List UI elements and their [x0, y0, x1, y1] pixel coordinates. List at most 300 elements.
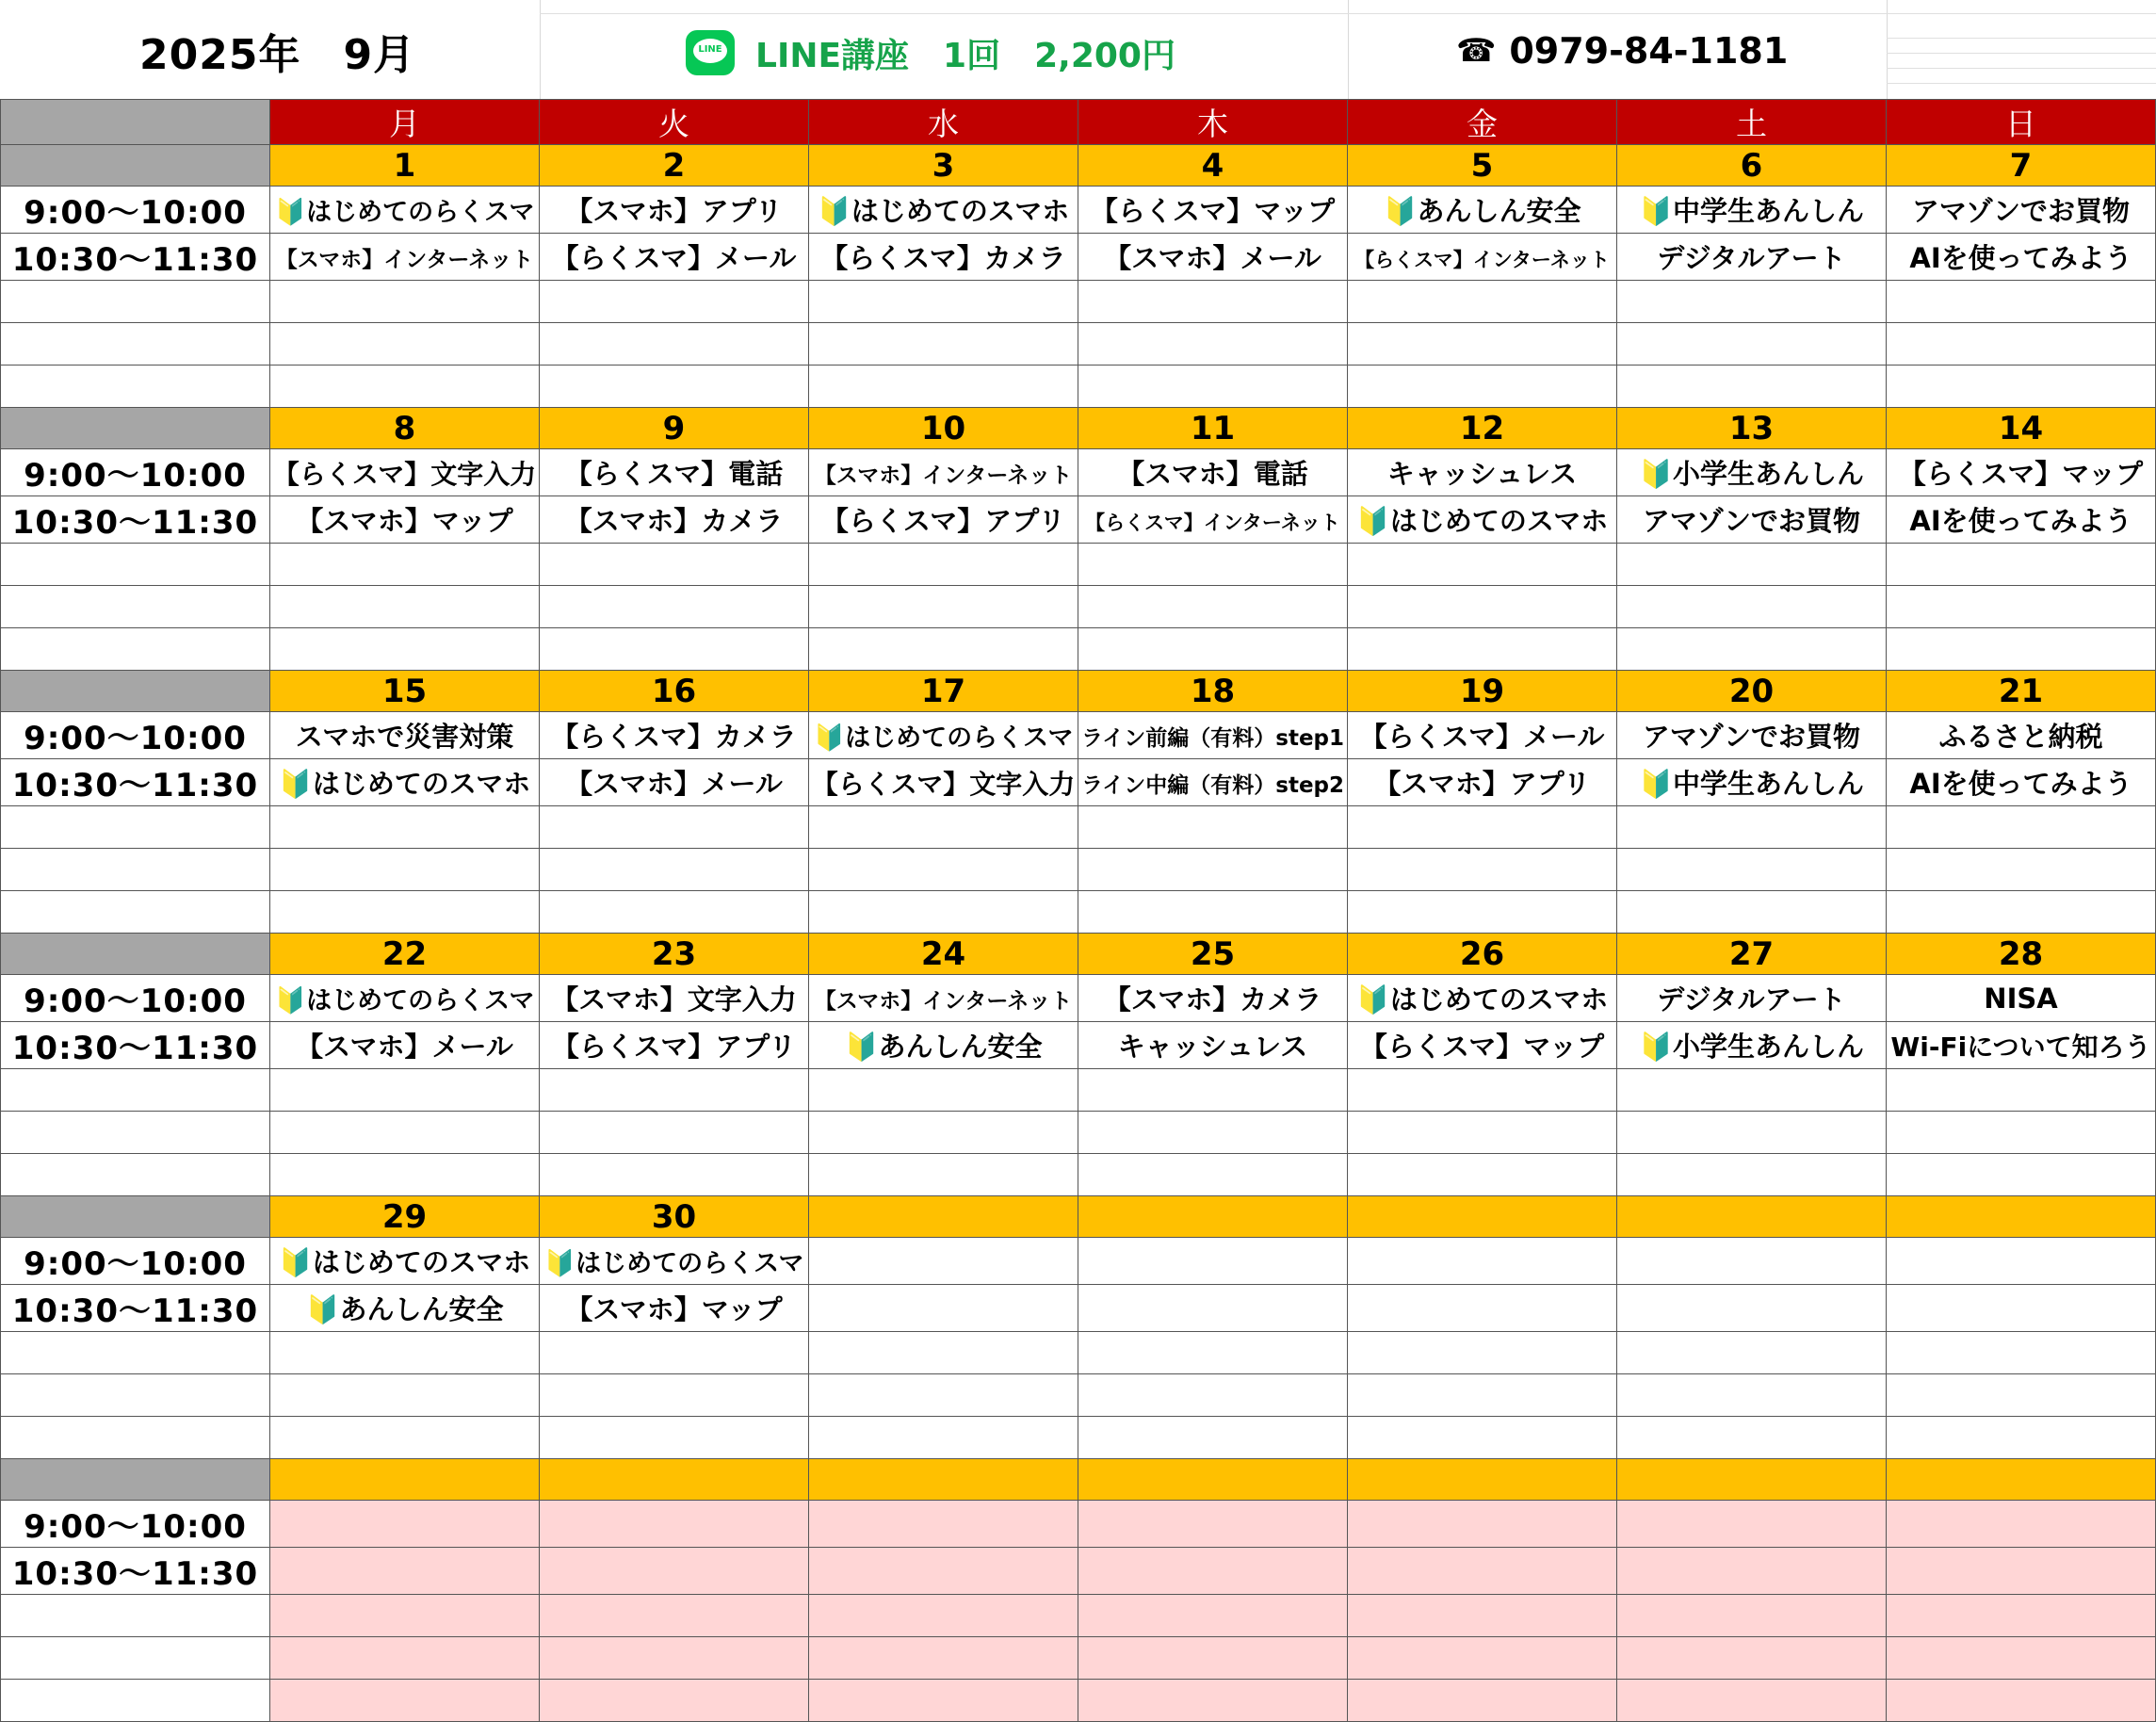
class-cell	[809, 759, 1078, 806]
class-title: 【らくスマ】電話	[564, 458, 784, 490]
class-title: Wi-Fiについて知ろう	[1890, 1031, 2151, 1063]
class-title: 🔰はじめてのらくスマ	[274, 986, 535, 1015]
week-date-row	[1, 1459, 2156, 1501]
week-date-row	[1, 408, 2156, 449]
date-number: 20	[1617, 671, 1887, 712]
empty-class-cell	[270, 1374, 540, 1417]
class-cell	[1348, 712, 1617, 759]
empty-class-cell	[1078, 628, 1348, 671]
empty-row	[1, 1154, 2156, 1196]
empty-class-cell	[1617, 586, 1887, 628]
empty-class-cell	[1887, 1374, 2156, 1417]
class-cell	[1078, 1548, 1348, 1595]
class-cell	[1348, 1238, 1617, 1285]
empty-class-cell	[1887, 806, 2156, 849]
class-title: アマゾンでお買物	[1911, 195, 2131, 227]
empty-class-cell	[1078, 544, 1348, 586]
empty-class-cell	[1348, 323, 1617, 366]
empty-class-cell	[540, 1680, 809, 1722]
empty-class-cell	[1078, 1332, 1348, 1374]
class-title: 🔰はじめてのらくスマ	[543, 1249, 804, 1278]
time-slot-row	[1, 496, 2156, 544]
week-label-cell	[1, 145, 270, 187]
empty-class-cell	[270, 849, 540, 891]
date-number: 30	[540, 1196, 809, 1238]
empty-time-cell	[1, 628, 270, 671]
class-title: 【らくスマ】アプリ	[551, 1031, 797, 1063]
empty-class-cell	[1617, 1374, 1887, 1417]
date-number	[1078, 1459, 1348, 1501]
weekday-name: 日	[1887, 100, 2156, 145]
date-number: 11	[1078, 408, 1348, 449]
empty-class-cell	[1078, 1154, 1348, 1196]
empty-row	[1, 1332, 2156, 1374]
grid-line	[1887, 68, 2156, 69]
empty-row	[1, 1112, 2156, 1154]
class-title: 【スマホ】マップ	[296, 505, 513, 537]
class-cell	[1617, 187, 1887, 234]
empty-class-cell	[1617, 366, 1887, 408]
class-cell	[809, 1285, 1078, 1332]
class-title: 【スマホ】メール	[296, 1031, 513, 1063]
empty-row	[1, 1680, 2156, 1722]
empty-class-cell	[1887, 1069, 2156, 1112]
class-cell	[1078, 1501, 1348, 1548]
date-number	[1078, 1196, 1348, 1238]
class-cell	[1078, 759, 1348, 806]
empty-class-cell	[270, 544, 540, 586]
time-slot-row	[1, 1548, 2156, 1595]
phone-icon: ☎	[1456, 32, 1497, 70]
empty-class-cell	[1348, 891, 1617, 934]
date-number: 13	[1617, 408, 1887, 449]
class-cell	[1617, 234, 1887, 281]
weekday-header-row	[1, 100, 2156, 145]
empty-class-cell	[1617, 628, 1887, 671]
empty-time-cell	[1, 1680, 270, 1722]
empty-class-cell	[270, 1595, 540, 1637]
empty-class-cell	[1348, 1417, 1617, 1459]
class-title: 【スマホ】アプリ	[1373, 768, 1591, 800]
date-number: 22	[270, 934, 540, 975]
class-cell	[1887, 1238, 2156, 1285]
date-number	[809, 1459, 1078, 1501]
week-date-row	[1, 145, 2156, 187]
weekday-name: 木	[1078, 100, 1348, 145]
grid-line	[1887, 83, 2156, 84]
date-number: 27	[1617, 934, 1887, 975]
empty-class-cell	[270, 366, 540, 408]
date-number: 16	[540, 671, 809, 712]
class-cell	[270, 712, 540, 759]
empty-class-cell	[540, 1112, 809, 1154]
class-cell	[1078, 1285, 1348, 1332]
empty-row	[1, 1595, 2156, 1637]
empty-class-cell	[1887, 628, 2156, 671]
empty-class-cell	[1887, 1417, 2156, 1459]
empty-class-cell	[1617, 544, 1887, 586]
class-title: 【スマホ】インターネット	[814, 463, 1073, 488]
empty-class-cell	[1617, 849, 1887, 891]
empty-class-cell	[1078, 366, 1348, 408]
date-number: 28	[1887, 934, 2156, 975]
class-cell	[270, 1238, 540, 1285]
time-slot-label: 9:00～10:00	[1, 975, 270, 1022]
empty-class-cell	[1617, 323, 1887, 366]
date-number: 7	[1887, 145, 2156, 187]
empty-class-cell	[540, 1374, 809, 1417]
week-date-row	[1, 1196, 2156, 1238]
class-cell	[1617, 975, 1887, 1022]
empty-time-cell	[1, 1374, 270, 1417]
empty-class-cell	[540, 1154, 809, 1196]
empty-class-cell	[1348, 1637, 1617, 1680]
class-cell	[1348, 975, 1617, 1022]
class-title: AIを使ってみよう	[1909, 505, 2132, 537]
empty-class-cell	[1078, 806, 1348, 849]
class-title: 【らくスマ】インターネット	[1354, 248, 1610, 271]
empty-time-cell	[1, 849, 270, 891]
weekday-name: 月	[270, 100, 540, 145]
class-cell	[809, 234, 1078, 281]
empty-class-cell	[1887, 849, 2156, 891]
empty-class-cell	[809, 1595, 1078, 1637]
class-cell	[1887, 712, 2156, 759]
empty-class-cell	[1887, 1595, 2156, 1637]
time-slot-label: 9:00～10:00	[1, 1501, 270, 1548]
weekday-name: 火	[540, 100, 809, 145]
time-slot-row	[1, 1238, 2156, 1285]
date-number: 29	[270, 1196, 540, 1238]
date-number: 8	[270, 408, 540, 449]
class-title: 【スマホ】アプリ	[565, 195, 783, 227]
date-number	[809, 1196, 1078, 1238]
calendar-title: 2025年 9月	[139, 31, 416, 79]
line-icon-label: LINE	[698, 44, 722, 55]
empty-class-cell	[1617, 1680, 1887, 1722]
class-cell	[1078, 1022, 1348, 1069]
date-number: 18	[1078, 671, 1348, 712]
time-slot-label: 9:00～10:00	[1, 187, 270, 234]
class-cell	[1078, 712, 1348, 759]
time-slot-label: 10:30～11:30	[1, 496, 270, 544]
empty-row	[1, 323, 2156, 366]
class-title: 【らくスマ】メール	[551, 242, 797, 274]
time-slot-row	[1, 1022, 2156, 1069]
empty-class-cell	[1348, 1680, 1617, 1722]
empty-time-cell	[1, 1332, 270, 1374]
class-cell	[809, 1238, 1078, 1285]
empty-class-cell	[540, 849, 809, 891]
empty-row	[1, 1417, 2156, 1459]
empty-row	[1, 849, 2156, 891]
empty-class-cell	[540, 1069, 809, 1112]
empty-class-cell	[1348, 1595, 1617, 1637]
class-title: 🔰小学生あんしん	[1638, 458, 1865, 490]
date-number: 1	[270, 145, 540, 187]
empty-row	[1, 586, 2156, 628]
class-title: 【らくスマ】インターネット	[1085, 511, 1340, 534]
class-title: デジタルアート	[1657, 242, 1846, 274]
class-cell	[540, 449, 809, 496]
empty-class-cell	[270, 891, 540, 934]
class-cell	[270, 1501, 540, 1548]
empty-class-cell	[1887, 1332, 2156, 1374]
class-cell	[809, 712, 1078, 759]
empty-class-cell	[1887, 891, 2156, 934]
empty-class-cell	[1078, 1374, 1348, 1417]
class-cell	[1348, 496, 1617, 544]
class-cell	[1887, 1501, 2156, 1548]
empty-class-cell	[809, 1154, 1078, 1196]
date-number: 15	[270, 671, 540, 712]
class-cell	[1887, 1548, 2156, 1595]
class-title: キャッシュレス	[1386, 458, 1578, 490]
time-slot-label: 10:30～11:30	[1, 1022, 270, 1069]
empty-class-cell	[809, 323, 1078, 366]
time-slot-label: 10:30～11:30	[1, 234, 270, 281]
class-title: アマゾンでお買物	[1642, 721, 1861, 753]
empty-row	[1, 544, 2156, 586]
time-slot-row	[1, 449, 2156, 496]
class-title: 🔰中学生あんしん	[1638, 768, 1865, 800]
empty-class-cell	[270, 628, 540, 671]
empty-class-cell	[1078, 1417, 1348, 1459]
empty-class-cell	[809, 891, 1078, 934]
class-title: キャッシュレス	[1117, 1031, 1308, 1063]
empty-class-cell	[1617, 281, 1887, 323]
class-cell	[809, 496, 1078, 544]
class-cell	[1078, 975, 1348, 1022]
empty-class-cell	[1887, 1680, 2156, 1722]
empty-class-cell	[1078, 891, 1348, 934]
empty-class-cell	[1617, 1595, 1887, 1637]
class-title: 【スマホ】メール	[1104, 242, 1321, 274]
class-title: AIを使ってみよう	[1909, 768, 2132, 800]
phone-number-text: 0979-84-1181	[1509, 30, 1789, 72]
empty-class-cell	[1078, 849, 1348, 891]
class-title: 【らくスマ】マップ	[1898, 458, 2144, 490]
week-label-cell	[1, 671, 270, 712]
class-title: 🔰中学生あんしん	[1638, 195, 1865, 227]
empty-class-cell	[1348, 1112, 1617, 1154]
class-cell	[1887, 1022, 2156, 1069]
empty-class-cell	[809, 586, 1078, 628]
class-title: 🔰あんしん安全	[844, 1031, 1043, 1063]
time-slot-label: 9:00～10:00	[1, 712, 270, 759]
class-cell	[540, 1501, 809, 1548]
class-title: 【スマホ】マップ	[565, 1293, 783, 1325]
time-slot-label: 10:30～11:30	[1, 1548, 270, 1595]
class-cell	[270, 187, 540, 234]
date-number: 3	[809, 145, 1078, 187]
empty-class-cell	[809, 1417, 1078, 1459]
empty-class-cell	[809, 628, 1078, 671]
class-title: スマホで災害対策	[295, 721, 514, 753]
empty-class-cell	[809, 1112, 1078, 1154]
empty-class-cell	[270, 323, 540, 366]
class-cell	[809, 1022, 1078, 1069]
date-number	[1348, 1459, 1617, 1501]
time-slot-label: 10:30～11:30	[1, 1285, 270, 1332]
class-cell	[1617, 1238, 1887, 1285]
date-number: 14	[1887, 408, 2156, 449]
grid-divider	[540, 0, 541, 99]
empty-time-cell	[1, 891, 270, 934]
empty-class-cell	[1078, 1680, 1348, 1722]
empty-class-cell	[1617, 1417, 1887, 1459]
class-cell	[270, 1022, 540, 1069]
date-number: 2	[540, 145, 809, 187]
empty-time-cell	[1, 281, 270, 323]
class-cell	[1348, 1501, 1617, 1548]
week-date-row	[1, 934, 2156, 975]
empty-class-cell	[809, 849, 1078, 891]
class-cell	[1617, 1285, 1887, 1332]
empty-class-cell	[270, 1332, 540, 1374]
class-cell	[1617, 1501, 1887, 1548]
empty-class-cell	[1348, 1154, 1617, 1196]
empty-class-cell	[809, 1680, 1078, 1722]
date-number	[1617, 1459, 1887, 1501]
class-cell	[1617, 449, 1887, 496]
class-cell	[1617, 1022, 1887, 1069]
class-cell	[540, 1238, 809, 1285]
empty-class-cell	[1887, 544, 2156, 586]
empty-class-cell	[540, 1417, 809, 1459]
empty-class-cell	[1887, 323, 2156, 366]
empty-class-cell	[809, 366, 1078, 408]
empty-row	[1, 1069, 2156, 1112]
empty-class-cell	[1078, 1595, 1348, 1637]
class-cell	[540, 1022, 809, 1069]
class-cell	[540, 496, 809, 544]
class-cell	[270, 1285, 540, 1332]
empty-class-cell	[1078, 1637, 1348, 1680]
class-title: 【スマホ】文字入力	[551, 983, 797, 1015]
time-slot-row	[1, 1285, 2156, 1332]
empty-time-cell	[1, 366, 270, 408]
empty-time-cell	[1, 1112, 270, 1154]
grid-line	[540, 13, 2156, 14]
empty-class-cell	[1348, 806, 1617, 849]
week-label-cell	[1, 934, 270, 975]
class-cell	[1348, 187, 1617, 234]
class-cell	[1617, 759, 1887, 806]
weekday-name: 水	[809, 100, 1078, 145]
empty-class-cell	[270, 586, 540, 628]
empty-class-cell	[1887, 366, 2156, 408]
time-slot-label: 9:00～10:00	[1, 449, 270, 496]
date-number: 10	[809, 408, 1078, 449]
empty-time-cell	[1, 323, 270, 366]
class-title: 🔰小学生あんしん	[1638, 1031, 1865, 1063]
empty-class-cell	[809, 281, 1078, 323]
class-title: AIを使ってみよう	[1909, 242, 2132, 274]
class-cell	[1348, 449, 1617, 496]
class-cell	[809, 449, 1078, 496]
date-number: 6	[1617, 145, 1887, 187]
class-cell	[540, 975, 809, 1022]
class-cell	[1078, 234, 1348, 281]
class-cell	[270, 975, 540, 1022]
class-title: 【スマホ】電話	[1117, 458, 1308, 490]
empty-class-cell	[809, 806, 1078, 849]
empty-time-cell	[1, 544, 270, 586]
empty-row	[1, 281, 2156, 323]
class-title: 【スマホ】インターネット	[814, 988, 1073, 1014]
empty-class-cell	[1078, 281, 1348, 323]
empty-time-cell	[1, 1154, 270, 1196]
class-title: デジタルアート	[1657, 983, 1846, 1015]
empty-time-cell	[1, 1637, 270, 1680]
time-slot-row	[1, 234, 2156, 281]
empty-class-cell	[1348, 1374, 1617, 1417]
date-number	[1887, 1196, 2156, 1238]
date-number	[1887, 1459, 2156, 1501]
empty-class-cell	[1078, 323, 1348, 366]
class-cell	[809, 187, 1078, 234]
empty-row	[1, 806, 2156, 849]
class-title: 【らくスマ】マップ	[1359, 1031, 1605, 1063]
empty-class-cell	[1078, 586, 1348, 628]
class-title: 【らくスマ】メール	[1359, 721, 1605, 753]
date-number: 19	[1348, 671, 1617, 712]
empty-class-cell	[540, 628, 809, 671]
empty-class-cell	[540, 544, 809, 586]
class-cell	[270, 1548, 540, 1595]
empty-class-cell	[1348, 586, 1617, 628]
week-label-cell	[1, 1459, 270, 1501]
class-cell	[1078, 187, 1348, 234]
class-cell	[1887, 187, 2156, 234]
empty-class-cell	[540, 891, 809, 934]
class-title: ライン前編（有料）step1	[1080, 725, 1345, 751]
empty-class-cell	[1617, 806, 1887, 849]
date-number: 25	[1078, 934, 1348, 975]
empty-class-cell	[1617, 1332, 1887, 1374]
empty-class-cell	[1348, 281, 1617, 323]
date-number	[1617, 1196, 1887, 1238]
class-title: 🔰はじめてのスマホ	[817, 195, 1070, 227]
line-app-icon	[686, 30, 735, 75]
date-number	[540, 1459, 809, 1501]
empty-class-cell	[270, 1637, 540, 1680]
class-cell	[1887, 975, 2156, 1022]
class-title: 🔰あんしん安全	[305, 1293, 504, 1325]
phone-number	[1456, 30, 1788, 72]
week-label-cell	[1, 1196, 270, 1238]
empty-class-cell	[1887, 1154, 2156, 1196]
empty-row	[1, 628, 2156, 671]
time-slot-row	[1, 975, 2156, 1022]
empty-class-cell	[1617, 891, 1887, 934]
empty-class-cell	[1348, 544, 1617, 586]
empty-class-cell	[540, 1332, 809, 1374]
empty-time-cell	[1, 1417, 270, 1459]
class-cell	[1078, 449, 1348, 496]
class-title: 🔰はじめてのスマホ	[278, 768, 531, 800]
date-number: 4	[1078, 145, 1348, 187]
grid-divider	[1887, 0, 1888, 99]
empty-class-cell	[1617, 1069, 1887, 1112]
class-cell	[1617, 712, 1887, 759]
class-cell	[1348, 1022, 1617, 1069]
empty-time-cell	[1, 806, 270, 849]
empty-class-cell	[1348, 1332, 1617, 1374]
empty-class-cell	[1348, 849, 1617, 891]
class-title: ふるさと納税	[1938, 721, 2103, 753]
